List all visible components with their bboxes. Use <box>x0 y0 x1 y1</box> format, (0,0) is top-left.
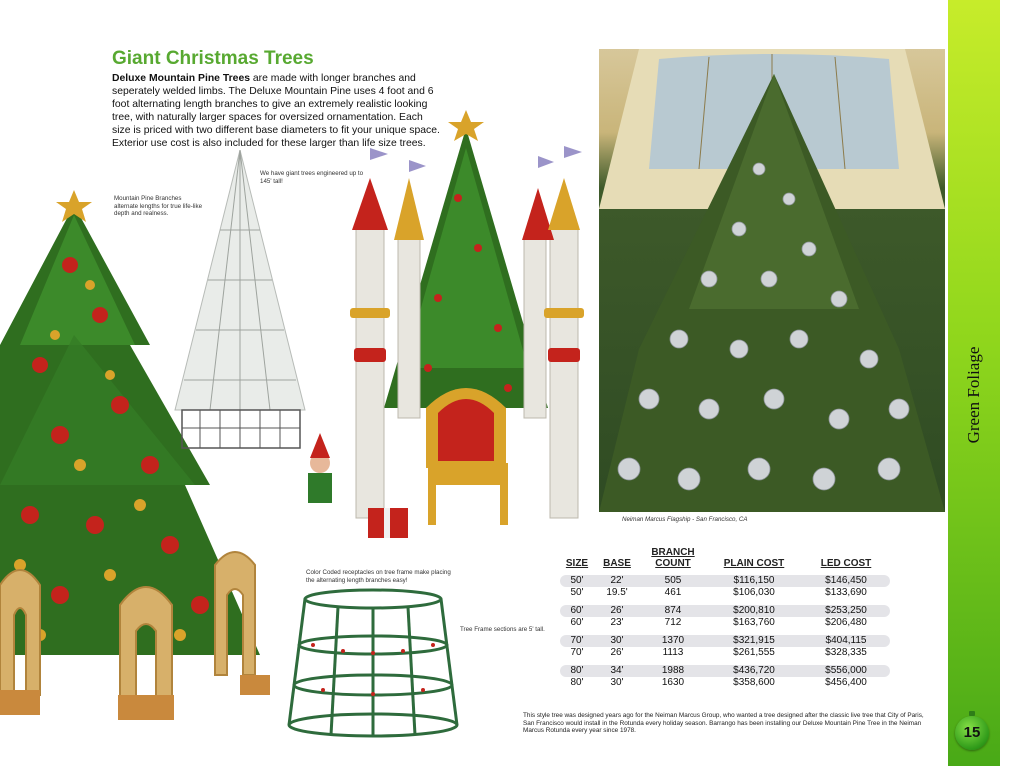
cell-branch: 874 <box>664 605 682 616</box>
page-number-ornament <box>955 716 989 750</box>
caption-branches: Mountain Pine Branches alternate lengths for true life-like depth and realness. <box>114 195 203 217</box>
cell-plain: $163,760 <box>733 617 775 628</box>
header-base: BASE <box>603 558 631 569</box>
caption-giant-trees: We have giant trees engineered up to 145' tall! <box>260 170 364 185</box>
cell-plain: $436,720 <box>733 665 775 676</box>
section-label-text: Green Foliage <box>964 346 983 444</box>
cell-base: 22' <box>610 575 624 586</box>
cell-base: 26' <box>610 605 624 616</box>
pricing-table-body <box>560 575 890 689</box>
cell-base: 23' <box>610 617 624 628</box>
cell-branch: 505 <box>664 575 682 586</box>
cell-plain: $106,030 <box>733 587 775 598</box>
pricing-group <box>560 665 890 689</box>
header-branch-count: BRANCH COUNT <box>651 547 695 569</box>
cell-led: $556,000 <box>825 665 867 676</box>
table-row <box>560 575 890 587</box>
cell-led: $253,250 <box>825 605 867 616</box>
cell-led: $206,480 <box>825 617 867 628</box>
table-row <box>560 647 890 659</box>
cell-led: $456,400 <box>825 677 867 688</box>
pricing-group <box>560 635 890 659</box>
intro-body: are made with longer branches and seperately welded limbs. The Deluxe Mountain Pine uses 4 foot and 6 foot alternating length branches to give an extremely realistic looking tree, with naturally larger spaces for oversized ornamentation. Each size is priced with two different base diameters to fit your unique space. Exterior use cost is also included for these larger than life size trees. <box>112 73 440 149</box>
cell-size: 60' <box>570 617 584 628</box>
cell-branch: 1113 <box>662 647 684 658</box>
tree-frame-base-illustration <box>283 585 463 740</box>
cell-base: 34' <box>610 665 624 676</box>
cell-size: 50' <box>570 587 584 598</box>
cell-size: 80' <box>570 665 584 676</box>
table-row <box>560 605 890 617</box>
pricing-group <box>560 575 890 599</box>
footnote: This style tree was designed years ago for the Neiman Marcus Group, who wanted a tree designed after the classic live tree that City of Paris, San Francisco would install in the Rotunda every holiday season. Barrango has been installing our Deluxe Mountain Pine Tree in the Neiman Marcus Rotunda every year since 1978. <box>523 712 924 735</box>
cell-led: $146,450 <box>825 575 867 586</box>
caption-color-coded: Color Coded receptacles on tree frame make placing the alternating length branches easy! <box>306 569 451 584</box>
page-title: Giant Christmas Trees <box>112 48 314 69</box>
cell-branch: 1370 <box>661 635 685 646</box>
table-row <box>560 677 890 689</box>
pricing-group <box>560 605 890 629</box>
cell-base: 26' <box>610 647 624 658</box>
cell-branch: 1630 <box>661 677 685 688</box>
cell-led: $133,690 <box>825 587 867 598</box>
cell-base: 30' <box>610 677 624 688</box>
cell-size: 70' <box>570 635 584 646</box>
intro-lead: Deluxe Mountain Pine Trees <box>112 73 251 84</box>
cell-size: 80' <box>570 677 584 688</box>
cell-led: $328,335 <box>825 647 867 658</box>
cell-size: 50' <box>570 575 584 586</box>
cell-size: 60' <box>570 605 584 616</box>
cell-led: $404,115 <box>825 635 867 646</box>
cell-branch: 712 <box>664 617 682 628</box>
pricing-table <box>560 544 890 689</box>
header-plain-cost: PLAIN COST <box>723 558 785 569</box>
cell-plain: $261,555 <box>733 647 775 658</box>
table-row <box>560 635 890 647</box>
caption-flagship: Neiman Marcus Flagship - San Francisco, CA <box>622 516 748 523</box>
caption-frame-sections: Tree Frame sections are 5' tall. <box>460 626 545 633</box>
cell-plain: $321,915 <box>733 635 775 646</box>
neiman-marcus-tree-photo <box>599 49 945 512</box>
cell-plain: $116,150 <box>733 575 775 586</box>
header-led-cost: LED COST <box>820 558 872 569</box>
cell-branch: 1988 <box>661 665 685 676</box>
cell-branch: 461 <box>664 587 682 598</box>
cell-size: 70' <box>570 647 584 658</box>
header-size: SIZE <box>565 558 589 569</box>
cell-base: 19.5' <box>606 587 628 598</box>
rotunda-tree-image <box>599 49 945 512</box>
cell-plain: $358,600 <box>733 677 775 688</box>
table-row <box>560 587 890 599</box>
section-sidebar <box>948 0 1000 766</box>
cell-plain: $200,810 <box>733 605 775 616</box>
table-row <box>560 617 890 629</box>
page-number: 15 <box>963 724 981 741</box>
pricing-table-header <box>560 544 890 569</box>
cell-base: 30' <box>610 635 624 646</box>
section-label <box>948 340 1000 450</box>
table-row <box>560 665 890 677</box>
